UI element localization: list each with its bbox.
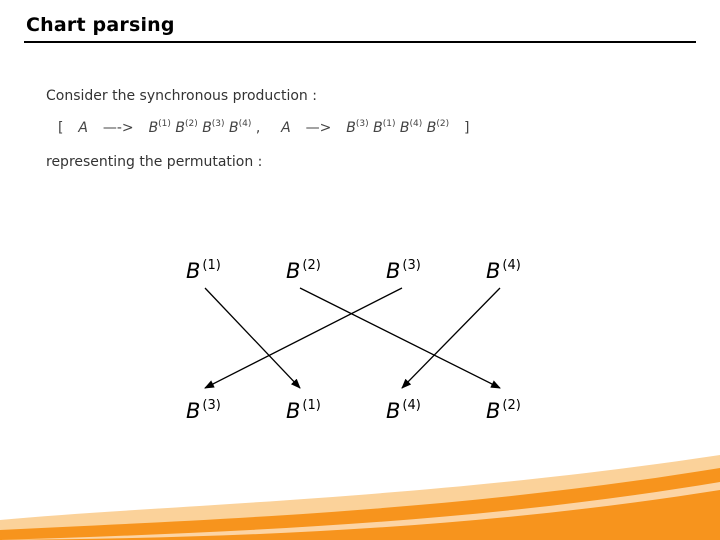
- right-rule-lhs: A: [281, 120, 291, 136]
- left-rule-symbol: $B^{(1)}$: [148, 119, 171, 136]
- top-node-4: B $^{(4)}$: [486, 258, 521, 283]
- bottom-node-2: B $^{(1)}$: [286, 398, 321, 423]
- top-node-1: B $^{(1)}$: [186, 258, 221, 283]
- left-rule-symbol: $B^{(3)}$: [202, 119, 225, 136]
- top-node-2: B $^{(2)}$: [286, 258, 321, 283]
- bottom-node-1: B $^{(3)}$: [186, 398, 221, 423]
- slide-title: Chart parsing: [26, 14, 175, 36]
- permutation-caption: representing the permutation :: [46, 154, 263, 170]
- left-rule-arrow: —->: [102, 120, 134, 136]
- right-rule-symbol: $B^{(1)}$: [373, 119, 396, 136]
- right-rule-symbol: $B^{(4)}$: [399, 119, 423, 136]
- left-rule-symbol: $B^{(4)}$: [229, 119, 252, 136]
- left-rule-symbol: $B^{(2)}$: [175, 119, 198, 136]
- right-rule-arrow: —>: [305, 120, 332, 136]
- rule-separator: ,: [255, 120, 261, 136]
- open-bracket: [: [58, 120, 64, 136]
- bottom-node-4: B $^{(2)}$: [486, 398, 521, 423]
- right-rule-symbol: $B^{(3)}$: [346, 119, 369, 136]
- right-rule-symbol: $B^{(2)}$: [426, 119, 450, 136]
- bottom-node-3: B $^{(4)}$: [386, 398, 421, 423]
- top-node-3: B $^{(3)}$: [386, 258, 421, 283]
- intro-text: Consider the synchronous production :: [46, 88, 317, 104]
- left-rule-lhs: A: [78, 120, 88, 136]
- close-bracket: ]: [464, 120, 470, 136]
